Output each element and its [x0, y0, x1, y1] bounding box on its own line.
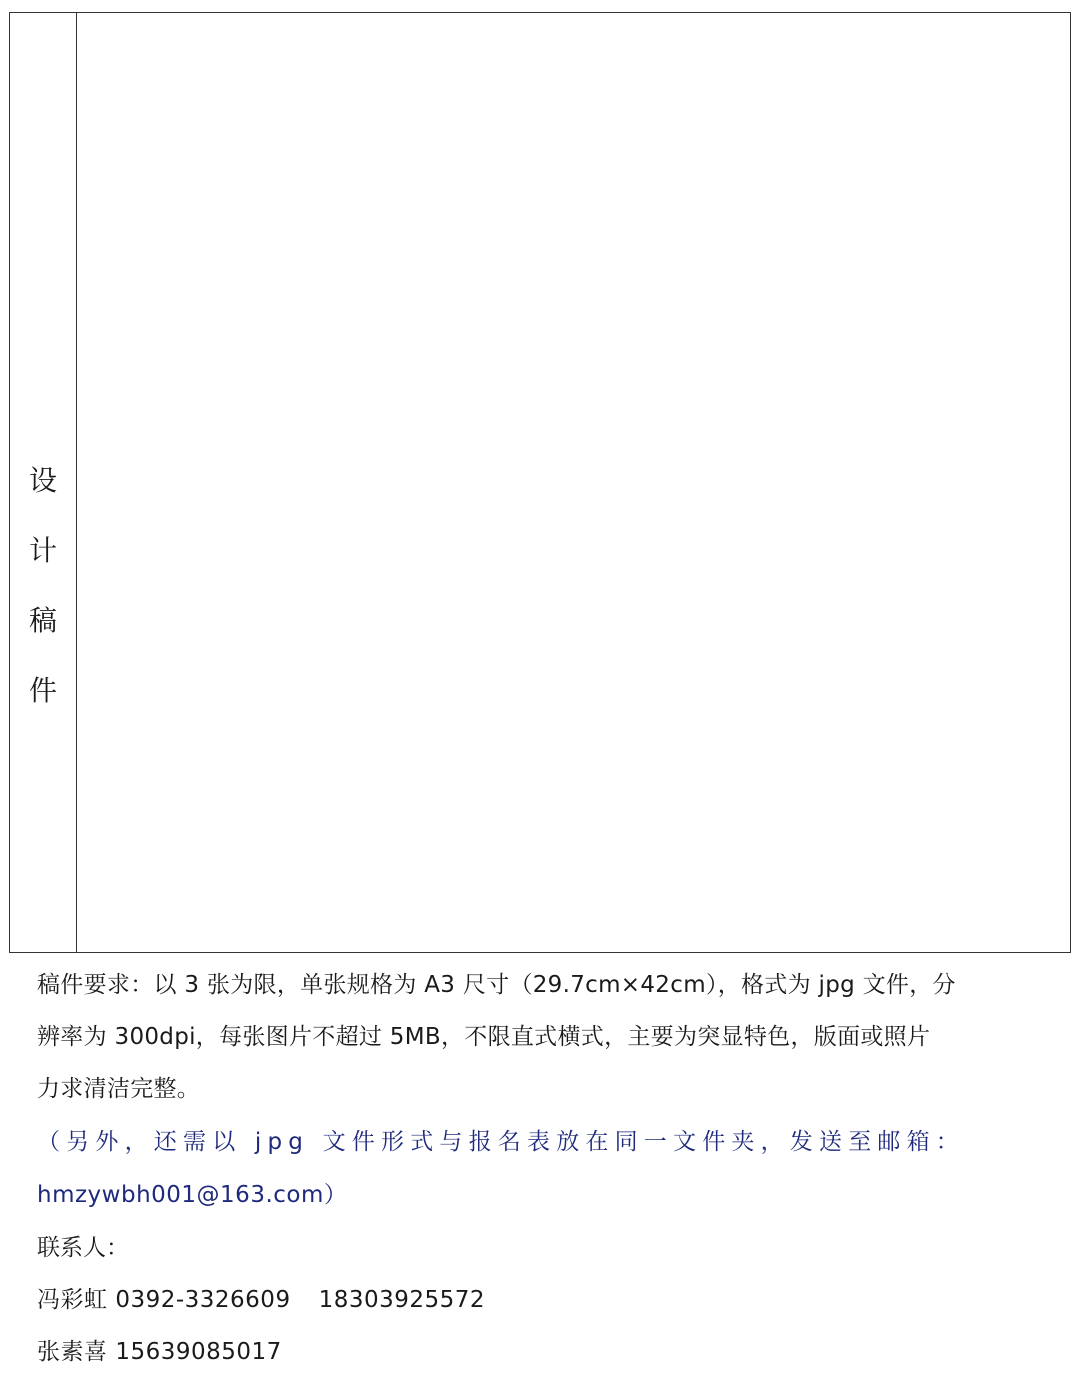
submission-email: hmzywbh001@163.com） [37, 1182, 348, 1208]
label-cell [10, 13, 77, 952]
contact-name: 张素喜 [37, 1339, 108, 1365]
submission-note-line-1: （另外，还需以 jpg 文件形式与报名表放在同一文件夹，发送至邮箱： [37, 1129, 966, 1155]
contacts-title: 联系人： [37, 1235, 129, 1261]
contact-mobile: 18303925572 [318, 1287, 486, 1313]
label-char: 稿 [28, 604, 57, 637]
design-draft-area [77, 13, 1070, 952]
label-char: 件 [28, 674, 57, 707]
requirements-line-2: 辨率为 300dpi，每张图片不超过 5MB，不限直式横式，主要为突显特色，版面或照片 [37, 1024, 931, 1050]
contact-mobile: 15639085017 [115, 1339, 282, 1365]
label-char: 设 [28, 464, 57, 497]
contact-name: 冯彩虹 [37, 1287, 108, 1313]
contact-phone: 0392-3326609 [115, 1287, 291, 1313]
requirements-line-1: 稿件要求：以 3 张为限，单张规格为 A3 尺寸（29.7cm×42cm），格式为 jpg 文件，分 [37, 972, 956, 998]
contact-row [37, 1333, 282, 1366]
design-draft-label [10, 446, 76, 726]
contact-row [37, 1281, 485, 1314]
design-submission-table [9, 12, 1071, 953]
requirements-line-3: 力求清洁完整。 [37, 1076, 201, 1102]
label-char: 计 [28, 534, 57, 567]
